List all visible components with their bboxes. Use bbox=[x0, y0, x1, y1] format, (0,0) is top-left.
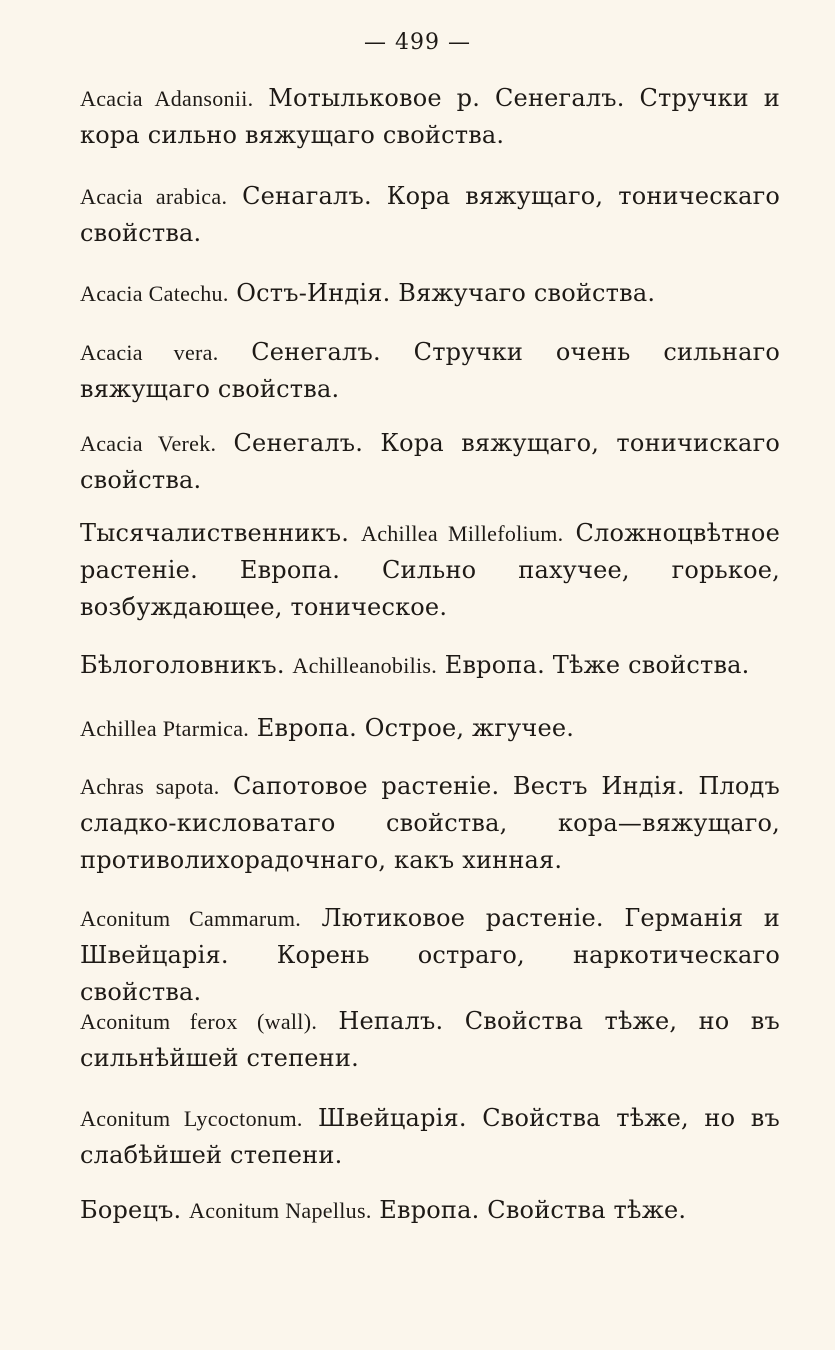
entry-latin: Aconitum ferox (wall). bbox=[80, 1009, 318, 1034]
entry-text: Швейцарія. Свойства тѣже, но въ слабѣйшей степени. bbox=[80, 1104, 780, 1169]
page-number: — 499 — bbox=[364, 30, 471, 55]
entry-acacia-vera bbox=[80, 334, 780, 408]
entry-text: Европа. Острое, жгучее. bbox=[256, 714, 575, 742]
entry-text: Лютиковое растеніе. Германія и Швейцарія. Корень остраго, наркотическаго свойства. bbox=[80, 904, 780, 1006]
entry-text: Сенегалъ. Кора вяжущаго, тоничискаго свойства. bbox=[80, 429, 780, 494]
entry-text: Сложноцвѣтное растеніе. Европа. Сильно пахучее, горькое, возбуждающее, тоническое. bbox=[80, 519, 780, 621]
entry-text: Сенегалъ. Стручки очень сильнаго вяжущаго свойства. bbox=[80, 338, 780, 403]
entry-latin: Acacia Adansonii. bbox=[80, 86, 254, 111]
entry-acacia-catechu bbox=[80, 275, 780, 312]
entry-prefix: Бѣлоголовникъ. bbox=[80, 651, 285, 679]
entry-latin: Achilleanobilis. bbox=[292, 653, 438, 678]
entry-text: Европа. Тѣже свойства. bbox=[444, 651, 750, 679]
entry-text: Сенагалъ. Кора вяжущаго, тоническаго свойства. bbox=[80, 182, 780, 247]
entry-acacia-adansonii bbox=[80, 80, 780, 154]
entry-latin: Achillea Millefolium. bbox=[361, 521, 564, 546]
entry-achillea-ptarmica bbox=[80, 710, 780, 747]
entry-achras-sapota bbox=[80, 768, 780, 879]
entry-text: Непалъ. Свойства тѣже, но въ сильнѣйшей степени. bbox=[80, 1007, 780, 1072]
entry-prefix: Борецъ. bbox=[80, 1196, 182, 1224]
entry-text: Мотыльковое р. Сенегалъ. Стручки и кора сильно вяжущаго свойства. bbox=[80, 84, 780, 149]
entry-latin: Achillea Ptarmica. bbox=[80, 716, 250, 741]
entry-acacia-arabica bbox=[80, 178, 780, 252]
entry-aconitum-ferox bbox=[80, 1003, 780, 1077]
entry-achillea-millefolium bbox=[80, 515, 780, 626]
entry-aconitum-cammarum bbox=[80, 900, 780, 1011]
entry-text: Сапотовое растеніе. Вестъ Индія. Плодъ сладко-кисловатаго свойства, кора—вяжущаго, противолихорадочнаго, какъ хинная. bbox=[80, 772, 780, 874]
entry-latin: Acacia Verek. bbox=[80, 431, 217, 456]
entry-latin: Acacia vera. bbox=[80, 340, 219, 365]
entry-aconitum-lycoctonum bbox=[80, 1100, 780, 1174]
entry-latin: Acacia Catechu. bbox=[80, 281, 229, 306]
entry-text: Европа. Свойства тѣже. bbox=[379, 1196, 687, 1224]
entry-latin: Aconitum Lycoctonum. bbox=[80, 1106, 303, 1131]
entry-prefix: Тысячалиственникъ. bbox=[80, 519, 350, 547]
entry-text: Остъ-Индія. Вяжучаго свойства. bbox=[236, 279, 656, 307]
entry-latin: Aconitum Cammarum. bbox=[80, 906, 302, 931]
entry-acacia-verek bbox=[80, 425, 780, 499]
entry-latin: Aconitum Napellus. bbox=[189, 1198, 372, 1223]
entry-latin: Acacia arabica. bbox=[80, 184, 228, 209]
entry-latin: Achras sapota. bbox=[80, 774, 220, 799]
entry-aconitum-napellus bbox=[80, 1192, 780, 1229]
entry-achillea-nobilis bbox=[80, 647, 780, 684]
